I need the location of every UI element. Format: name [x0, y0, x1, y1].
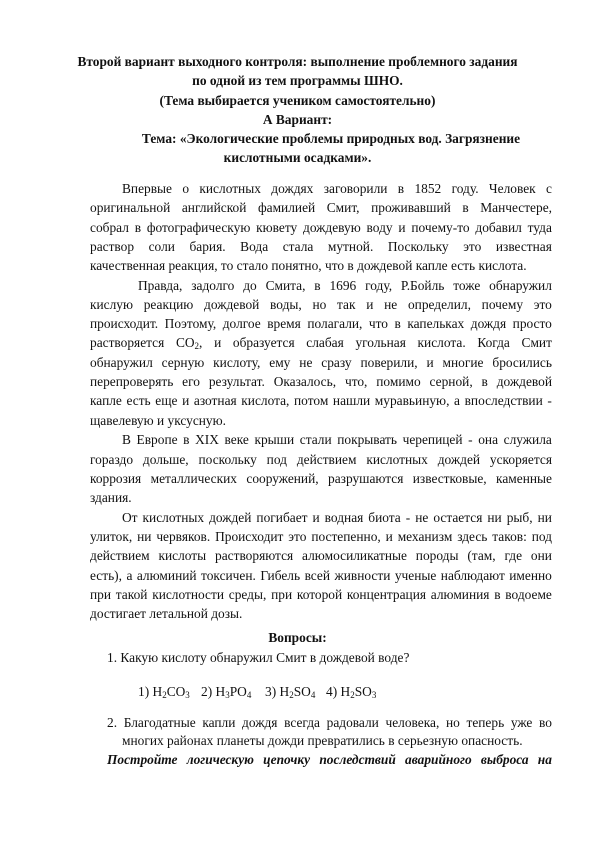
word: концентрация [346, 587, 427, 602]
word: Р.Бойль [400, 278, 445, 293]
body-line [90, 355, 552, 371]
word: в [134, 220, 142, 235]
title-line-2: по одной из тем программы ШНО. [192, 73, 403, 88]
body-line [90, 529, 552, 545]
word: Оказалось, [273, 374, 337, 389]
word: на [537, 752, 552, 767]
word: при [271, 587, 293, 602]
word: аварийного [405, 752, 472, 767]
word: перепроверять [90, 374, 174, 389]
word: дольше, [142, 452, 189, 467]
word: человека, [385, 715, 440, 730]
word: дождевой [204, 297, 260, 312]
word: что, [344, 374, 368, 389]
word: образуется [232, 335, 295, 350]
word: в [462, 200, 469, 215]
body-line [90, 220, 552, 236]
word: есть [126, 393, 151, 408]
word: происходит. [90, 316, 159, 331]
word: при [90, 587, 112, 602]
word: токсичен. [201, 568, 256, 583]
word: сразу [321, 355, 352, 370]
body-line [90, 239, 552, 255]
word: Смит [521, 335, 552, 350]
word: дождевую [303, 220, 361, 235]
answer-option: 2) $H_3PO_4$ [201, 684, 252, 700]
word: и [426, 355, 434, 370]
word: воду [366, 220, 393, 235]
word: Правда, [138, 278, 183, 293]
word: кислотных [199, 181, 261, 196]
word: соли [148, 239, 175, 254]
word: рыб, [506, 510, 533, 525]
word: В [122, 432, 131, 447]
word: логическую [186, 752, 254, 767]
word: обнаружил [90, 355, 153, 370]
word: погибает [256, 510, 308, 525]
topic-line-1: Тема: «Экологические проблемы природных вод. Загрязнение [141, 131, 521, 146]
topic-line-2: кислотными осадками». [223, 150, 372, 165]
body-line: здания. [90, 490, 132, 505]
word: ни [537, 510, 552, 525]
word: проживавший [371, 200, 451, 215]
word: угольная [355, 335, 406, 350]
answer-option: 1) $H_2CO_3$ [138, 684, 190, 700]
word: долгое [222, 316, 261, 331]
word: не [299, 355, 313, 370]
word: это [288, 529, 307, 544]
word: время [267, 316, 301, 331]
word: это [463, 239, 482, 254]
word: во [539, 715, 552, 730]
word: стали [299, 432, 332, 447]
word: здесь [457, 529, 488, 544]
word: которой [296, 587, 343, 602]
word: муравьиную, [374, 393, 450, 408]
word: породы [415, 548, 459, 563]
word: таков: [492, 529, 527, 544]
word: остается [433, 510, 483, 525]
word: в [397, 181, 405, 196]
word: и [366, 297, 374, 312]
word: последствий [319, 752, 396, 767]
word: почему [481, 297, 524, 312]
word: биота [368, 510, 401, 525]
word: под [531, 529, 552, 544]
word: что [368, 316, 388, 331]
word: уже [510, 715, 533, 730]
title-line-1: Второй вариант выходного контроля: выполнение проблемного задания [77, 54, 518, 69]
word: и [214, 335, 222, 350]
word: Смита, [265, 278, 306, 293]
word: многие [442, 355, 484, 370]
word: кислотных [142, 510, 205, 525]
word: в [394, 316, 401, 331]
word: покрывать [337, 432, 397, 447]
word: тоже [453, 278, 481, 293]
body-line [90, 316, 552, 332]
word: обнаружил [489, 278, 552, 293]
word: среды, [228, 587, 267, 602]
word: стала [282, 239, 314, 254]
word: крыши [254, 432, 295, 447]
word: еще [155, 393, 178, 408]
word: Происходит [215, 529, 284, 544]
word: задолго [191, 278, 235, 293]
body-line [122, 510, 552, 526]
question-2-line-1 [107, 715, 552, 731]
word: известная [495, 239, 552, 254]
word: мутной. [327, 239, 374, 254]
word: Манчестере, [480, 200, 552, 215]
word: такой [115, 587, 148, 602]
word: разрушаются [328, 471, 404, 486]
body-line: щавелевую и уксусную. [90, 413, 226, 428]
word: алюмосиликатные [302, 548, 407, 563]
word: до [243, 278, 257, 293]
word: а [454, 393, 460, 408]
word: оригинальной [90, 200, 171, 215]
word: 2. [107, 715, 118, 730]
body-line [122, 181, 552, 197]
word: дождей [209, 510, 252, 525]
word: фотографическую [146, 220, 251, 235]
word: ускоряется [489, 452, 552, 467]
word: полагали, [307, 316, 363, 331]
word: бросились [492, 355, 552, 370]
word: улиток, [90, 529, 133, 544]
word: ни [137, 529, 152, 544]
word: действием [296, 452, 357, 467]
question-2-line-3 [107, 752, 552, 768]
word: Европе [136, 432, 178, 447]
word: коррозия [90, 471, 142, 486]
word: английской [181, 200, 247, 215]
word: известковые, [412, 471, 487, 486]
word: не [384, 297, 398, 312]
word: воды, [270, 297, 302, 312]
word: Когда [477, 335, 510, 350]
word: червяков. [156, 529, 211, 544]
body-line: качественная реакция, то стало понятно, что в дождевой капле есть кислота. [90, 258, 527, 273]
word: и [182, 393, 190, 408]
word: Поскольку [387, 239, 449, 254]
word: добавил [475, 220, 522, 235]
word: Вода [240, 239, 269, 254]
word: помимо [376, 374, 421, 389]
word: есть), [90, 568, 122, 583]
word: дождевой [496, 374, 552, 389]
word: ни [487, 510, 502, 525]
word: действием [90, 548, 150, 563]
word: растворяются [215, 548, 294, 563]
body-line [122, 432, 552, 448]
word: Поэтому, [164, 316, 217, 331]
word: нашли [332, 393, 371, 408]
word: под [266, 452, 287, 467]
word: ученые [394, 568, 437, 583]
word: в [481, 374, 488, 389]
word: алюминий [136, 568, 197, 583]
word: слабая [306, 335, 344, 350]
word: Благодатные [123, 715, 196, 730]
word: году. [451, 181, 479, 196]
word: - [405, 510, 411, 525]
word: капле [90, 393, 122, 408]
word: серной, [429, 374, 473, 389]
word: XIX [195, 432, 219, 447]
word: кислоты [158, 548, 207, 563]
word: заговорили [323, 181, 388, 196]
word: и [312, 510, 320, 525]
word: каменные [496, 471, 552, 486]
word: о [182, 181, 190, 196]
body-line [90, 335, 552, 351]
body-line [90, 548, 552, 564]
word: кислота. [417, 335, 466, 350]
word: серную [161, 355, 205, 370]
word: всей [304, 568, 331, 583]
word: 1852 [414, 181, 442, 196]
word: кислоту, [213, 355, 261, 370]
word: бария. [189, 239, 226, 254]
word: - [547, 393, 552, 408]
word: Смит, [326, 200, 360, 215]
word: не [415, 510, 429, 525]
word: так [337, 297, 356, 312]
word: $CO_2$, [175, 335, 203, 351]
body-line [90, 200, 552, 216]
word: Постройте [107, 752, 178, 767]
word: водная [324, 510, 364, 525]
body-line: достигает летальной дозы. [90, 606, 243, 621]
word: - [468, 432, 473, 447]
word: просто [512, 316, 552, 331]
word: в [314, 278, 321, 293]
questions-heading: Вопросы: [268, 630, 327, 645]
word: постепенно, [311, 529, 381, 544]
word: именно [509, 568, 552, 583]
word: раствор [90, 239, 135, 254]
word: водоеме [505, 587, 552, 602]
body-line [90, 393, 552, 409]
word: дождя [242, 715, 278, 730]
body-line [90, 587, 552, 603]
word: От [122, 510, 138, 525]
word: и [385, 529, 393, 544]
word: радовали [326, 715, 379, 730]
body-line [90, 568, 552, 584]
word: кислотности [152, 587, 225, 602]
word: результат. [208, 374, 265, 389]
word: капли [202, 715, 236, 730]
question-1: 1. Какую кислоту обнаружил Смит в дождевой воде? [107, 650, 410, 665]
word: туда [527, 220, 552, 235]
word: поверили, [360, 355, 418, 370]
word: гораздо [90, 452, 134, 467]
body-line [138, 278, 552, 294]
word: с [545, 181, 552, 196]
word: Человек [488, 181, 536, 196]
word: но [445, 715, 460, 730]
word: алюминия [430, 587, 490, 602]
title-line-3: (Тема выбирается учеником самостоятельно) [159, 93, 436, 108]
word: в [494, 587, 501, 602]
answer-option: 4) $H_2SO_3$ [326, 684, 377, 700]
variant-heading: А Вариант: [262, 112, 333, 127]
body-line [90, 471, 552, 487]
word: черепицей [402, 432, 463, 447]
word: дождя [470, 316, 507, 331]
word: кислота, [241, 393, 290, 408]
word: это [533, 297, 552, 312]
answer-option: 3) $H_2SO_4$ [265, 684, 316, 700]
word: определил, [407, 297, 471, 312]
word: Впервые [122, 181, 172, 196]
word: дождей [437, 452, 481, 467]
word: дождях [271, 181, 314, 196]
word: и [398, 220, 406, 235]
word: наблюдают [440, 568, 505, 583]
body-line [90, 452, 552, 468]
word: они [530, 548, 552, 563]
word: металлических [150, 471, 237, 486]
word: году, [365, 278, 393, 293]
word: впоследствии [464, 393, 543, 408]
word: сооружений, [246, 471, 319, 486]
word: кювету [256, 220, 298, 235]
word: Гибель [260, 568, 301, 583]
word: его [182, 374, 200, 389]
word: где [504, 548, 523, 563]
word: выброса [480, 752, 529, 767]
word: (там, [467, 548, 496, 563]
word: кислотных [366, 452, 428, 467]
word: механизм [397, 529, 453, 544]
body-line [90, 297, 552, 313]
word: потом [294, 393, 329, 408]
word: всегда [284, 715, 320, 730]
question-2-line-2: многих районах планеты дожди превратились в серьезную опасность. [122, 733, 523, 748]
word: 1696 [329, 278, 357, 293]
word: ему [269, 355, 291, 370]
word: но [312, 297, 327, 312]
word: кислую [90, 297, 133, 312]
word: фамилией [257, 200, 316, 215]
word: она [478, 432, 499, 447]
word: растворяется [90, 335, 165, 350]
word: а [126, 568, 133, 583]
word: в [183, 432, 190, 447]
word: теперь [466, 715, 505, 730]
word: живности [334, 568, 391, 583]
word: цепочку [263, 752, 311, 767]
word: собрал [90, 220, 129, 235]
body-line [90, 374, 552, 390]
word: веке [224, 432, 249, 447]
word: капельках [407, 316, 465, 331]
word: реакцию [143, 297, 194, 312]
word: азотная [193, 393, 237, 408]
word: служила [503, 432, 552, 447]
word: поскольку [198, 452, 257, 467]
word: почему-то [411, 220, 470, 235]
